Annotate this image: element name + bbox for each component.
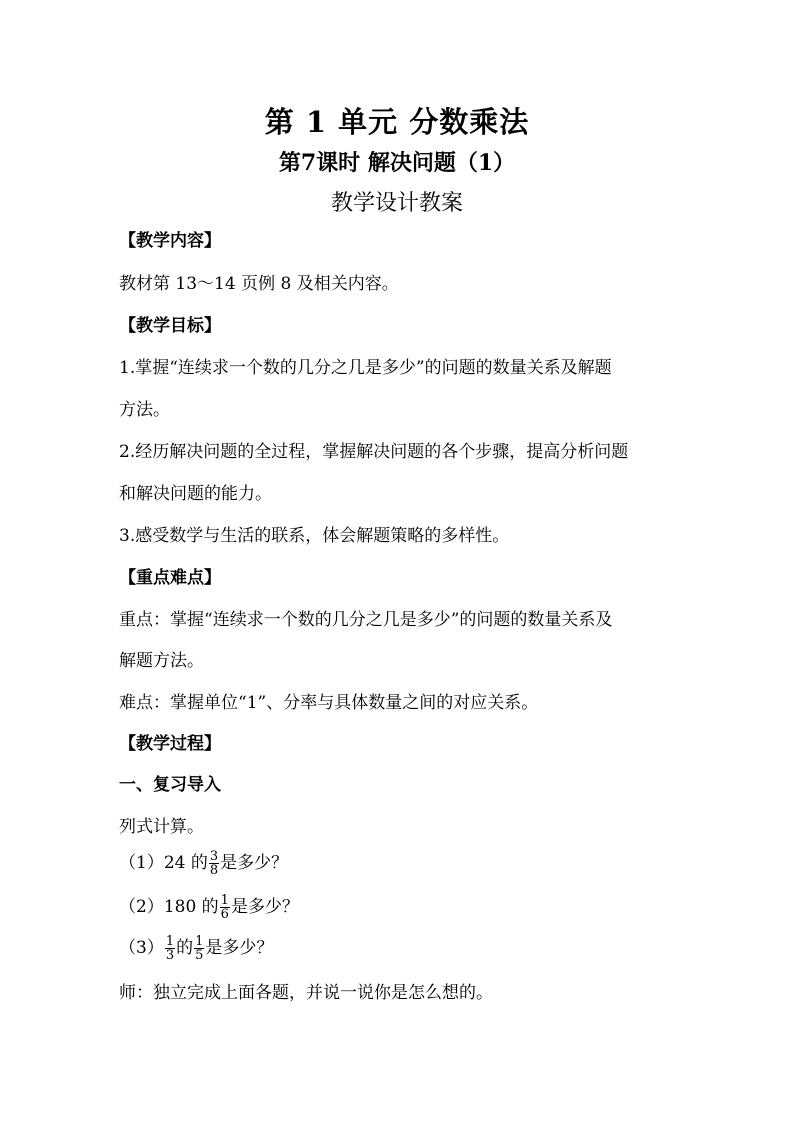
goal-2-line-2: 和解决问题的能力。 <box>119 484 272 504</box>
question-3 <box>119 935 273 962</box>
fraction-denominator: 3 <box>165 948 175 963</box>
fraction-numerator: 1 <box>165 934 175 949</box>
question-1-suffix: 是多少？ <box>220 853 289 873</box>
fraction-3-8 <box>209 850 219 877</box>
key-point-line-1: 重点：掌握“连续求一个数的几分之几是多少”的问题的数量关系及 <box>119 610 613 630</box>
goals-heading: 【教学目标】 <box>119 316 221 336</box>
process-heading: 【教学过程】 <box>119 734 221 754</box>
key-point-line-2: 解题方法。 <box>119 651 204 671</box>
fraction-denominator: 5 <box>195 948 204 963</box>
question-1 <box>119 850 288 877</box>
fraction-1-6 <box>220 894 230 921</box>
question-3-suffix: 是多少？ <box>205 938 274 958</box>
fraction-numerator: 1 <box>220 893 229 908</box>
unit-title: 第 1 单元 分数乘法 <box>264 105 530 139</box>
content-text: 教材第 13～14 页例 8 及相关内容。 <box>119 274 399 294</box>
difficulty-point: 难点：掌握单位“1”、分率与具体数量之间的对应关系。 <box>119 693 539 713</box>
fraction-1-5 <box>194 935 204 962</box>
goal-3: 3.感受数学与生活的联系，体会解题策略的多样性。 <box>119 526 510 546</box>
calc-intro: 列式计算。 <box>119 817 204 837</box>
question-3-prefix: （3） <box>119 938 164 958</box>
doc-type-title: 教学设计教案 <box>330 191 463 216</box>
question-2-suffix: 是多少？ <box>230 897 299 917</box>
question-2-prefix: （2）180 的 <box>119 897 219 917</box>
question-1-prefix: （1）24 的 <box>119 853 208 873</box>
content-heading: 【教学内容】 <box>119 231 221 251</box>
goal-2-line-1: 2.经历解决问题的全过程，掌握解决问题的各个步骤，提高分析问题 <box>119 442 629 462</box>
fraction-numerator: 3 <box>209 849 219 864</box>
goal-1-line-1: 1.掌握“连续求一个数的几分之几是多少”的问题的数量关系及解题 <box>119 358 612 378</box>
teacher-instruction: 师：独立完成上面各题，并说一说你是怎么想的。 <box>119 983 493 1003</box>
question-3-mid: 的 <box>176 938 194 958</box>
question-2 <box>119 894 299 921</box>
goal-1-line-2: 方法。 <box>119 400 170 420</box>
fraction-denominator: 6 <box>220 907 229 922</box>
fraction-denominator: 8 <box>209 863 219 878</box>
fraction-numerator: 1 <box>195 934 204 949</box>
part-1-heading: 一、复习导入 <box>119 775 221 795</box>
lesson-title: 第7课时 解决问题（1） <box>278 150 516 176</box>
keypoints-heading: 【重点难点】 <box>119 568 221 588</box>
fraction-1-3 <box>165 935 175 962</box>
